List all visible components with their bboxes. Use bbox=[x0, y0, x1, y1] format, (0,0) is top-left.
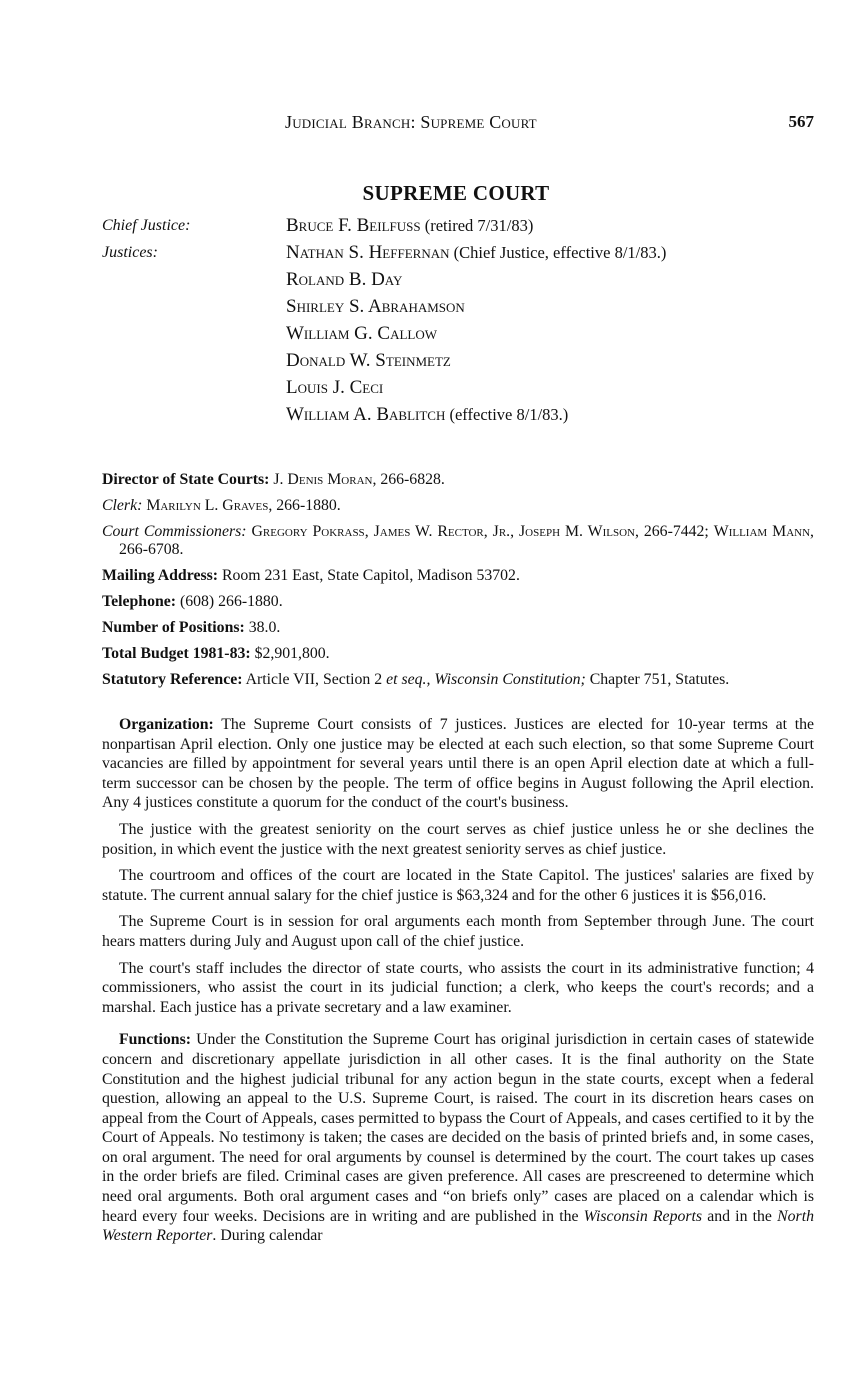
statutory-reference-text: Chapter 751, Statutes. bbox=[585, 671, 730, 688]
statutory-reference-text: Article VII, Section 2 bbox=[242, 671, 387, 688]
body-text bbox=[102, 715, 814, 1253]
commissioner-separator: , bbox=[364, 523, 374, 540]
mailing-address-label: Mailing Address: bbox=[102, 567, 219, 584]
courtroom-paragraph: The courtroom and offices of the court are located in the State Capitol. The justices' salaries are fixed by statute. The current annual salary for the chief justice is $63,324 and for the other 6 justices it is $56,016. bbox=[102, 867, 814, 904]
justice-name: Shirley S. Abrahamson bbox=[286, 296, 465, 317]
clerk-label: Clerk: bbox=[102, 497, 143, 514]
page-number: 567 bbox=[788, 112, 814, 131]
justice-entry bbox=[286, 404, 568, 426]
budget-label: Total Budget 1981-83: bbox=[102, 645, 251, 662]
director-name: J. Denis Moran bbox=[273, 471, 373, 488]
clerk-name: Marilyn L. Graves bbox=[146, 497, 269, 514]
director-line bbox=[102, 471, 814, 489]
organization-label: Organization: bbox=[119, 716, 214, 733]
justice-name: Bruce F. Beilfuss bbox=[286, 215, 421, 236]
justice-entry bbox=[286, 296, 465, 318]
budget-line bbox=[102, 645, 814, 663]
functions-italic: North Western Reporter bbox=[102, 1207, 814, 1245]
chief-justice-paragraph: The justice with the greatest seniority on the court serves as chief justice unless he or she declines the position, in which event the justice with the next greatest seniority serves as chief justice. bbox=[102, 820, 814, 858]
telephone-label: Telephone: bbox=[102, 593, 177, 610]
statutory-reference-italic: et seq., Wisconsin Constitution; bbox=[386, 671, 586, 688]
commissioners-label: Court Commissioners: bbox=[102, 523, 247, 540]
telephone-line bbox=[102, 593, 814, 611]
justice-name: William A. Bablitch bbox=[286, 404, 446, 425]
commissioner-separator: , bbox=[510, 523, 520, 540]
justice-note: (Chief Justice, effective 8/1/83.) bbox=[449, 243, 667, 262]
commissioner-name: James W. Rector, Jr. bbox=[373, 523, 511, 540]
justice-entry bbox=[286, 350, 451, 372]
functions-text: . During calendar bbox=[212, 1227, 323, 1245]
justice-entry bbox=[286, 215, 533, 237]
justice-entry bbox=[286, 377, 383, 399]
staff-paragraph: The court's staff includes the director of state courts, who assists the court in its administrative function; 4 commissioners, who assist the court in its judicial function; a clerk, who keeps the court's records; and a marshal. Each justice has a private secretary and a law examiner. bbox=[102, 959, 814, 1016]
statutory-reference-line bbox=[102, 671, 814, 689]
justice-note: (effective 8/1/83.) bbox=[445, 405, 569, 424]
court-directory-info bbox=[102, 471, 814, 697]
functions-italic: Wisconsin Reports bbox=[583, 1207, 703, 1225]
functions-label: Functions: bbox=[119, 1031, 191, 1049]
running-title: Judicial Branch: Supreme Court bbox=[285, 112, 537, 132]
commissioners-phone: , 266-6708. bbox=[119, 523, 814, 558]
statutory-reference-label: Statutory Reference: bbox=[102, 671, 243, 688]
justice-entry bbox=[286, 242, 666, 264]
organization-text: The Supreme Court consists of 7 justices. Justices are elected for 10-year terms at the nonpartisan April election. Only one justice may be elected at each such election, so that some Supreme Court vacancies are filled by appointment for several years until there is an open April election date at which a full-term successor can be chosen by the people. The term of office begins in August following the April election. Any 4 justices constitute a quorum for the conduct of the court's business. bbox=[102, 716, 814, 812]
functions-text: and in the bbox=[702, 1207, 778, 1225]
mailing-address-value: Room 231 East, State Capitol, Madison 53702. bbox=[218, 567, 520, 584]
commissioner-name: William Mann bbox=[713, 523, 811, 540]
justice-name: Donald W. Steinmetz bbox=[286, 350, 451, 371]
justice-entry bbox=[286, 323, 437, 345]
session-paragraph: The Supreme Court is in session for oral arguments each month from September through June. The court hears matters during July and August upon call of the chief justice. bbox=[102, 913, 814, 950]
chief-justice-label: Chief Justice: bbox=[102, 217, 191, 234]
commissioners-line bbox=[102, 523, 814, 559]
budget-value: $2,901,800. bbox=[250, 645, 330, 662]
commissioner-name: Gregory Pokrass bbox=[251, 523, 365, 540]
organization-paragraph bbox=[102, 715, 814, 813]
justice-name: Roland B. Day bbox=[286, 269, 403, 290]
clerk-phone: , 266-1880. bbox=[268, 497, 341, 514]
telephone-value: (608) 266-1880. bbox=[176, 593, 283, 610]
justice-name: Louis J. Ceci bbox=[286, 377, 384, 398]
justice-note: (retired 7/31/83) bbox=[420, 216, 534, 235]
positions-value: 38.0. bbox=[244, 619, 281, 636]
positions-label: Number of Positions: bbox=[102, 619, 245, 636]
justice-entry bbox=[286, 269, 402, 291]
functions-paragraph bbox=[102, 1030, 814, 1246]
running-head bbox=[102, 112, 814, 136]
positions-line bbox=[102, 619, 814, 637]
justices-label: Justices: bbox=[102, 244, 158, 261]
mailing-address-line bbox=[102, 567, 814, 585]
functions-text: Under the Constitution the Supreme Court has original jurisdiction in certain cases of statewide concern and discretionary appellate jurisdiction in all other cases. It is the final authority on the State Constitution and the highest judicial tribunal for any action begun in the state courts, except when a federal question, allowing an appeal to the U.S. Supreme Court, is raised. The court in its discretion hears cases on appeal from the Court of Appeals, cases permitted to bypass the Court of Appeals, and cases certified to it by the Court of Appeals. No testimony is taken; the cases are decided on the basis of printed briefs and, in some cases, on oral argument. The need for oral arguments by counsel is determined by the court. The court takes up cases in the order briefs are filed. Criminal cases are given preference. All cases are prescreened to determine which need oral arguments. Both oral argument cases and “on briefs only” cases are placed on a calendar which is heard every four weeks. Decisions are in writing and are published in the bbox=[102, 1031, 814, 1225]
director-phone: , 266-6828. bbox=[372, 471, 445, 488]
director-label: Director of State Courts: bbox=[102, 471, 270, 488]
commissioners-phone: , 266-7442; bbox=[634, 523, 709, 540]
section-title: SUPREME COURT bbox=[362, 181, 550, 205]
justice-name: William G. Callow bbox=[286, 323, 437, 344]
justice-name: Nathan S. Heffernan bbox=[286, 242, 450, 263]
clerk-line bbox=[102, 497, 814, 515]
commissioner-name: Joseph M. Wilson bbox=[519, 523, 635, 540]
